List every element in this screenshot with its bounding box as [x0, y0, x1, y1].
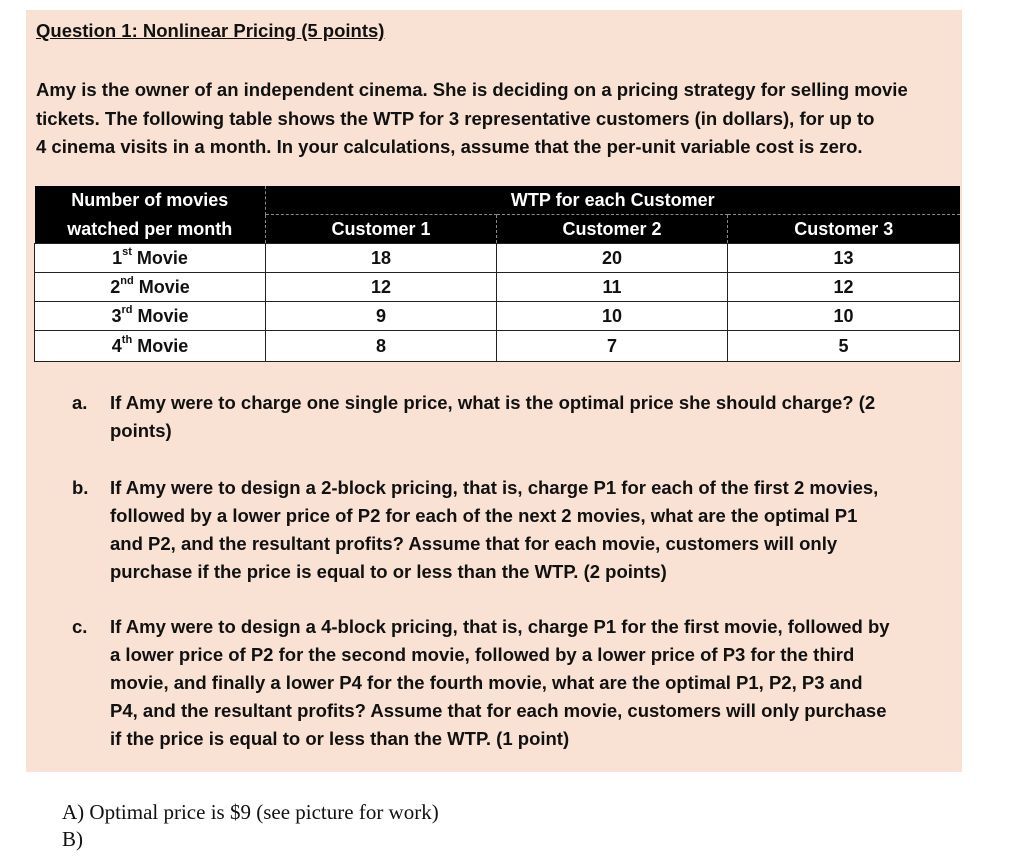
part-line: If Amy were to charge one single price, what is the optimal price she should charge? (2: [110, 392, 876, 413]
part-label: b.: [72, 477, 89, 498]
wtp-table: [34, 186, 960, 362]
movie-label: 3rd Movie: [35, 302, 266, 331]
group-header: WTP for each Customer: [266, 186, 960, 215]
wtp-cell: 18: [266, 244, 497, 273]
part-label: a.: [72, 392, 88, 413]
question-title: Question 1: Nonlinear Pricing (5 points): [36, 20, 385, 41]
movie-label: 2nd Movie: [35, 273, 266, 302]
table-row: [35, 273, 960, 302]
customer-header: Customer 3: [728, 215, 960, 244]
part-line: purchase if the price is equal to or less than the WTP. (2 points): [110, 561, 667, 582]
part-line: If Amy were to design a 2-block pricing, that is, charge P1 for each of the first 2 movies,: [110, 477, 879, 498]
question-intro: [36, 76, 958, 162]
part-line: If Amy were to design a 4-block pricing, that is, charge P1 for the first movie, followed by: [110, 616, 890, 637]
wtp-cell: 9: [266, 302, 497, 331]
intro-line: 4 cinema visits in a month. In your calculations, assume that the per-unit variable cost is zero.: [36, 136, 863, 157]
table-row: [35, 302, 960, 331]
part-line: P4, and the resultant profits? Assume that for each movie, customers will only purchase: [110, 700, 887, 721]
row-header-line1: Number of movies: [35, 186, 266, 215]
wtp-cell: 20: [497, 244, 728, 273]
table-row: [35, 244, 960, 273]
movie-label: 1st Movie: [35, 244, 266, 273]
customer-header: Customer 1: [266, 215, 497, 244]
wtp-cell: 7: [497, 331, 728, 362]
movie-label: 4th Movie: [35, 331, 266, 362]
answer-b: B): [62, 827, 83, 851]
table-row: [35, 331, 960, 362]
answer-a: A) Optimal price is $9 (see picture for work): [62, 800, 439, 824]
part-line: followed by a lower price of P2 for each of the next 2 movies, what are the optimal P1: [110, 505, 858, 526]
part-line: if the price is equal to or less than the WTP. (1 point): [110, 728, 570, 749]
part-label: c.: [72, 616, 88, 637]
wtp-cell: 12: [728, 273, 960, 302]
row-header-line2: watched per month: [35, 215, 266, 244]
wtp-cell: 11: [497, 273, 728, 302]
wtp-cell: 12: [266, 273, 497, 302]
intro-line: Amy is the owner of an independent cinema. She is deciding on a pricing strategy for selling movie: [36, 79, 908, 100]
part-line: movie, and finally a lower P4 for the fourth movie, what are the optimal P1, P2, P3 and: [110, 672, 863, 693]
part-line: and P2, and the resultant profits? Assume that for each movie, customers will only: [110, 533, 838, 554]
part-line: a lower price of P2 for the second movie, followed by a lower price of P3 for the third: [110, 644, 855, 665]
intro-line: tickets. The following table shows the WTP for 3 representative customers (in dollars), for up to: [36, 107, 875, 129]
wtp-cell: 8: [266, 331, 497, 362]
wtp-cell: 10: [728, 302, 960, 331]
wtp-cell: 13: [728, 244, 960, 273]
wtp-cell: 10: [497, 302, 728, 331]
answers: [62, 799, 439, 853]
part-line: points): [110, 420, 172, 441]
wtp-cell: 5: [728, 331, 960, 362]
customer-header: Customer 2: [497, 215, 728, 244]
